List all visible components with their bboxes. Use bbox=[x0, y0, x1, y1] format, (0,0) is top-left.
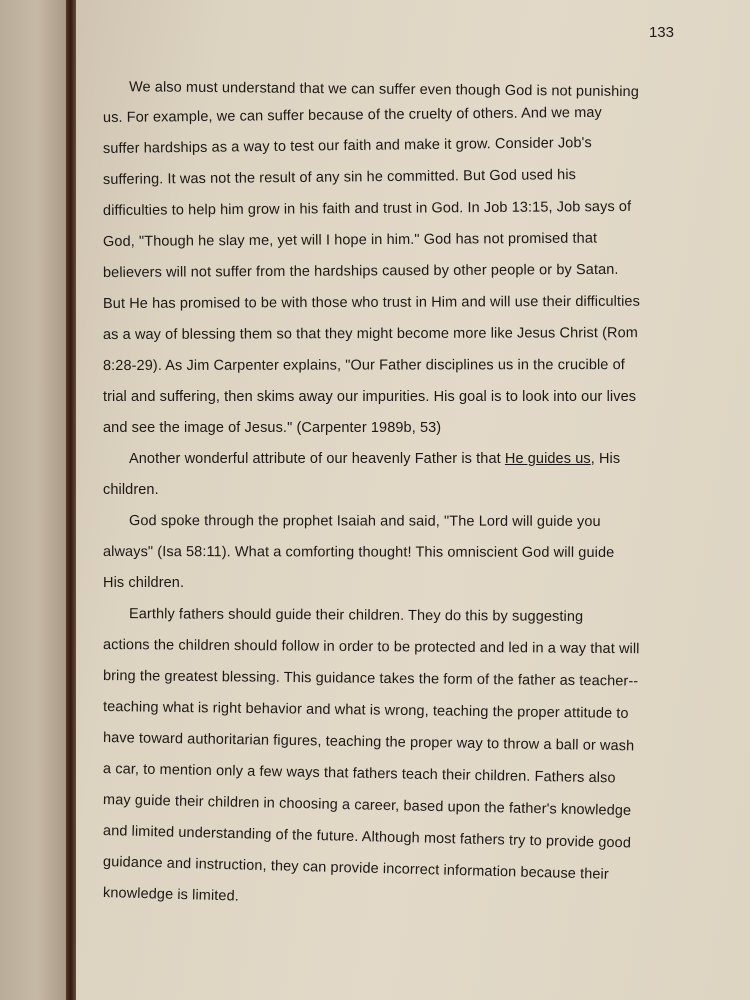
text-line: may guide their children in choosing a career, based upon the father's knowledge bbox=[102, 792, 632, 820]
text-line: God spoke through the prophet Isaiah and said, "The Lord will guide you bbox=[128, 513, 601, 530]
text-line: suffer hardships as a way to test our faith and make it grow. Consider Job's bbox=[102, 135, 592, 157]
paragraph-suffering bbox=[103, 72, 688, 444]
underlined-phrase: He guides us bbox=[504, 451, 591, 467]
text-line: His children. bbox=[103, 575, 185, 591]
paragraph-guides-us bbox=[103, 444, 688, 506]
text-line: and limited understanding of the future. Although most fathers try to provide good bbox=[102, 823, 632, 852]
page-number: 133 bbox=[648, 24, 674, 41]
text-line: teaching what is right behavior and what is wrong, teaching the proper attitude to bbox=[102, 699, 629, 722]
text-line: difficulties to help him grow in his faith and trust in God. In Job 13:15, Job says of bbox=[102, 198, 632, 219]
text-line: trial and suffering, then skims away our impurities. His goal is to look into our lives bbox=[103, 389, 637, 405]
text-line: guidance and instruction, they can provide incorrect information because their bbox=[102, 854, 609, 883]
text-line: as a way of blessing them so that they might become more like Jesus Christ (Rom bbox=[102, 325, 638, 343]
text-line: believers will not suffer from the hardships caused by other people or by Satan. bbox=[102, 261, 619, 281]
text-line: We also must understand that we can suffer even though God is not punishing bbox=[128, 79, 640, 101]
text-line: God, "Though he slay me, yet will I hope in him." God has not promised that bbox=[102, 230, 598, 250]
text-line: suffering. It was not the result of any sin he committed. But God used his bbox=[102, 167, 577, 188]
text-line: knowledge is limited. bbox=[102, 885, 240, 905]
text-line: 8:28-29). As Jim Carpenter explains, "Our Father disciplines us in the crucible of bbox=[102, 357, 625, 374]
text-line: always" (Isa 58:11). What a comforting thought! This omniscient God will guide bbox=[102, 544, 615, 561]
text-line bbox=[103, 444, 688, 475]
text-line: bring the greatest blessing. This guidance takes the form of the father as teacher-- bbox=[102, 668, 639, 690]
text-line: have toward authoritarian figures, teaching the proper way to throw a ball or wash bbox=[102, 730, 635, 755]
text-segment: , His bbox=[590, 451, 621, 467]
text-line: a car, to mention only a few ways that fathers teach their children. Fathers also bbox=[102, 761, 616, 787]
book-spine bbox=[66, 0, 76, 1000]
text-line: children. bbox=[103, 482, 159, 498]
text-line: us. For example, we can suffer because of the cruelty of others. And we may bbox=[102, 104, 602, 126]
text-line: Earthly fathers should guide their children. They do this by suggesting bbox=[128, 606, 584, 625]
paragraph-earthly-fathers bbox=[103, 599, 688, 909]
text-line: and see the image of Jesus." (Carpenter 1989b, 53) bbox=[103, 420, 442, 436]
page-text bbox=[103, 72, 688, 909]
book-page bbox=[76, 0, 750, 1000]
paragraph-isaiah bbox=[103, 506, 688, 599]
text-line: actions the children should follow in order to be protected and led in a way that will bbox=[102, 637, 640, 658]
text-line: But He has promised to be with those who trust in Him and will use their difficulties bbox=[102, 293, 640, 312]
facing-page-edge bbox=[0, 0, 66, 1000]
text-segment: Another wonderful attribute of our heavenly Father is that bbox=[129, 451, 505, 467]
